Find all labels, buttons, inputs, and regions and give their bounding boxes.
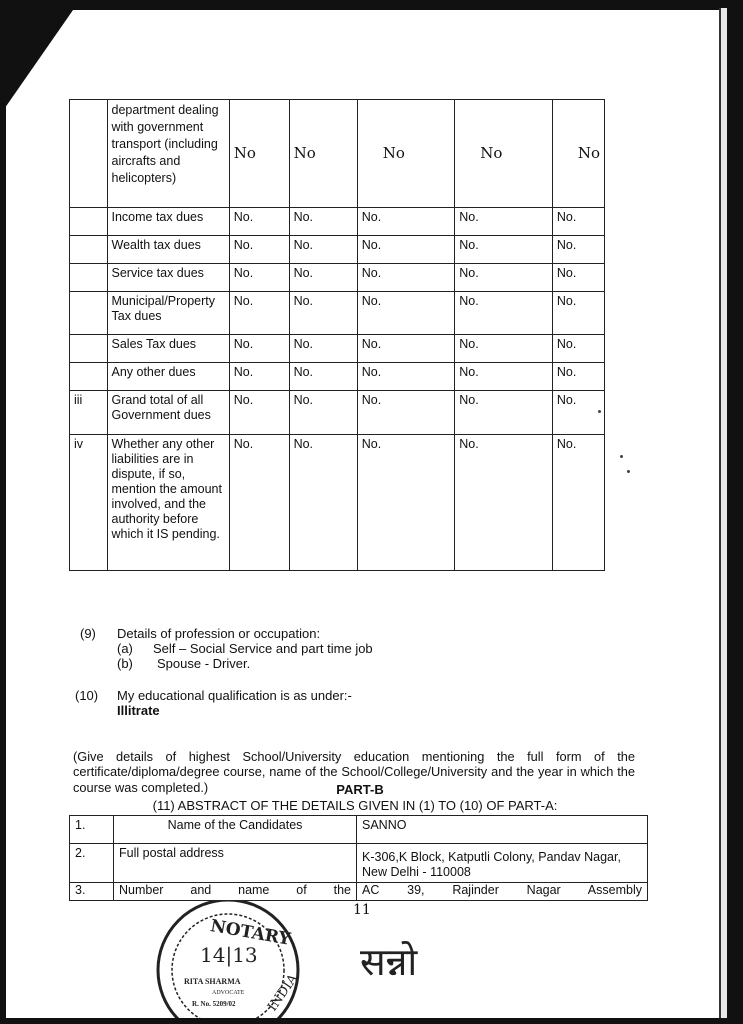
cell-value: No. — [552, 363, 604, 391]
cell-value: No. — [229, 391, 289, 435]
scan-speck — [620, 455, 623, 458]
section-9-number: (9) — [80, 626, 96, 641]
cell-value: No. — [289, 208, 357, 236]
row-label: Service tax dues — [107, 264, 229, 292]
table-row — [70, 363, 605, 391]
row-label: Number and name of the — [114, 883, 357, 901]
cell-value: No. — [229, 208, 289, 236]
stamp-name: RITA SHARMA — [184, 977, 241, 986]
row-number: 3. — [70, 883, 114, 901]
cell-value: No. — [289, 292, 357, 335]
row-number — [70, 264, 108, 292]
cell-value: No. — [357, 236, 455, 264]
stamp-reg: R. No. 5209/02 — [192, 1000, 236, 1008]
part-b-heading: PART-B — [336, 782, 384, 797]
cell-value: No. — [552, 208, 604, 236]
cell-value: No. — [289, 264, 357, 292]
scan-speck — [598, 410, 601, 413]
cell-value: No. — [552, 335, 604, 363]
row-number — [70, 292, 108, 335]
stamp-role: ADVOCATE — [212, 990, 245, 996]
scan-speck — [627, 470, 630, 473]
scan-border-right-inner — [719, 8, 727, 1024]
cell-value: No. — [289, 236, 357, 264]
cell-value: No. — [357, 264, 455, 292]
table-row — [70, 100, 605, 208]
cell-value: No. — [289, 435, 357, 571]
table-row — [70, 435, 605, 571]
cell-value: No. — [229, 292, 289, 335]
cell-value: No. — [552, 264, 604, 292]
row-number — [70, 208, 108, 236]
cell-value: No. — [289, 335, 357, 363]
section-9-item-label: (a) — [117, 641, 133, 656]
cell-value: No. — [229, 363, 289, 391]
notary-stamp — [152, 900, 304, 1018]
row-number — [70, 363, 108, 391]
row-number: 1. — [70, 816, 114, 844]
section-9-item-text: Self – Social Service and part time job — [153, 641, 373, 656]
stamp-date: 14|13 — [200, 943, 258, 967]
cell-value: No. — [289, 363, 357, 391]
row-label: Sales Tax dues — [107, 335, 229, 363]
stamp-bottom-text: INDIA — [265, 971, 302, 1015]
scan-border-right — [727, 0, 743, 1024]
row-value: AC 39, Rajinder Nagar Assembly — [357, 883, 648, 901]
page-mark: 11 — [353, 902, 371, 918]
section-10-title: My educational qualification is as under:- — [117, 688, 352, 703]
cell-value: No. — [455, 435, 553, 571]
cell-value: No. — [552, 435, 604, 571]
scan-border-top — [0, 0, 743, 10]
table-row — [70, 816, 648, 844]
row-number — [70, 100, 108, 208]
row-number: 2. — [70, 844, 114, 883]
row-label: department dealing with government transport (including aircrafts and helicopters) — [107, 100, 229, 208]
cell-value: No. — [357, 363, 455, 391]
section-9-item-text: Spouse - Driver. — [157, 656, 251, 671]
cell-value: No. — [552, 292, 604, 335]
cell-value: No. — [455, 208, 553, 236]
cell-value: No. — [229, 335, 289, 363]
cell-value: No. — [455, 335, 553, 363]
cell-value: No. — [357, 208, 455, 236]
abstract-table — [69, 815, 648, 901]
row-number: iv — [70, 435, 108, 571]
table-row — [70, 292, 605, 335]
row-label: Income tax dues — [107, 208, 229, 236]
part-b-subheading: (11) ABSTRACT OF THE DETAILS GIVEN IN (1) TO (10) OF PART-A: — [152, 798, 558, 813]
row-label: Wealth tax dues — [107, 236, 229, 264]
row-label: Name of the Candidates — [114, 816, 357, 844]
scan-border-left — [0, 0, 6, 1024]
row-label: Whether any other liabilities are in dispute, if so, mention the amount involved, and the authority before which it IS pending. — [107, 435, 229, 571]
cell-value: No. — [455, 292, 553, 335]
cell-value: No. — [229, 264, 289, 292]
table-row — [70, 264, 605, 292]
qualification-value: Illitrate — [117, 703, 160, 718]
table-row — [70, 391, 605, 435]
cell-value: No. — [455, 363, 553, 391]
section-10-number: (10) — [75, 688, 99, 703]
cell-value: No — [455, 100, 553, 208]
row-value: K-306,K Block, Katputli Colony, Pandav Nagar, New Delhi - 110008 — [357, 844, 648, 883]
cell-value: No. — [357, 335, 455, 363]
cell-value: No. — [455, 236, 553, 264]
cell-value: No. — [357, 292, 455, 335]
row-value: SANNO — [357, 816, 648, 844]
cell-value: No. — [229, 236, 289, 264]
scan-border-bottom — [0, 1018, 743, 1024]
scan-folded-corner — [0, 0, 80, 115]
government-dues-table — [69, 99, 605, 571]
cell-value: No. — [552, 236, 604, 264]
candidate-signature: सन्नो — [360, 940, 418, 984]
row-label: Grand total of all Government dues — [107, 391, 229, 435]
cell-value: No. — [455, 391, 553, 435]
education-instruction: (Give details of highest School/University education mentioning the full form of the certificate/diploma/degree course, name of the School/College/University and the year in which the course was completed.) — [73, 748, 635, 795]
row-number: iii — [70, 391, 108, 435]
cell-value: No. — [552, 391, 604, 435]
section-9-title: Details of profession or occupation: — [117, 626, 321, 641]
cell-value: No — [229, 100, 289, 208]
cell-value: No — [552, 100, 604, 208]
table-row — [70, 844, 648, 883]
table-row — [70, 208, 605, 236]
cell-value: No. — [357, 391, 455, 435]
row-number — [70, 236, 108, 264]
cell-value: No. — [289, 391, 357, 435]
row-label: Full postal address — [114, 844, 357, 883]
row-label: Any other dues — [107, 363, 229, 391]
table-row — [70, 335, 605, 363]
row-number — [70, 335, 108, 363]
cell-value: No — [289, 100, 357, 208]
cell-value: No. — [357, 435, 455, 571]
row-label: Municipal/Property Tax dues — [107, 292, 229, 335]
cell-value: No — [357, 100, 455, 208]
stamp-top-text: NOTARY — [208, 916, 292, 950]
table-row — [70, 236, 605, 264]
table-row — [70, 883, 648, 901]
cell-value: No. — [455, 264, 553, 292]
cell-value: No. — [229, 435, 289, 571]
section-9-item-label: (b) — [117, 656, 133, 671]
